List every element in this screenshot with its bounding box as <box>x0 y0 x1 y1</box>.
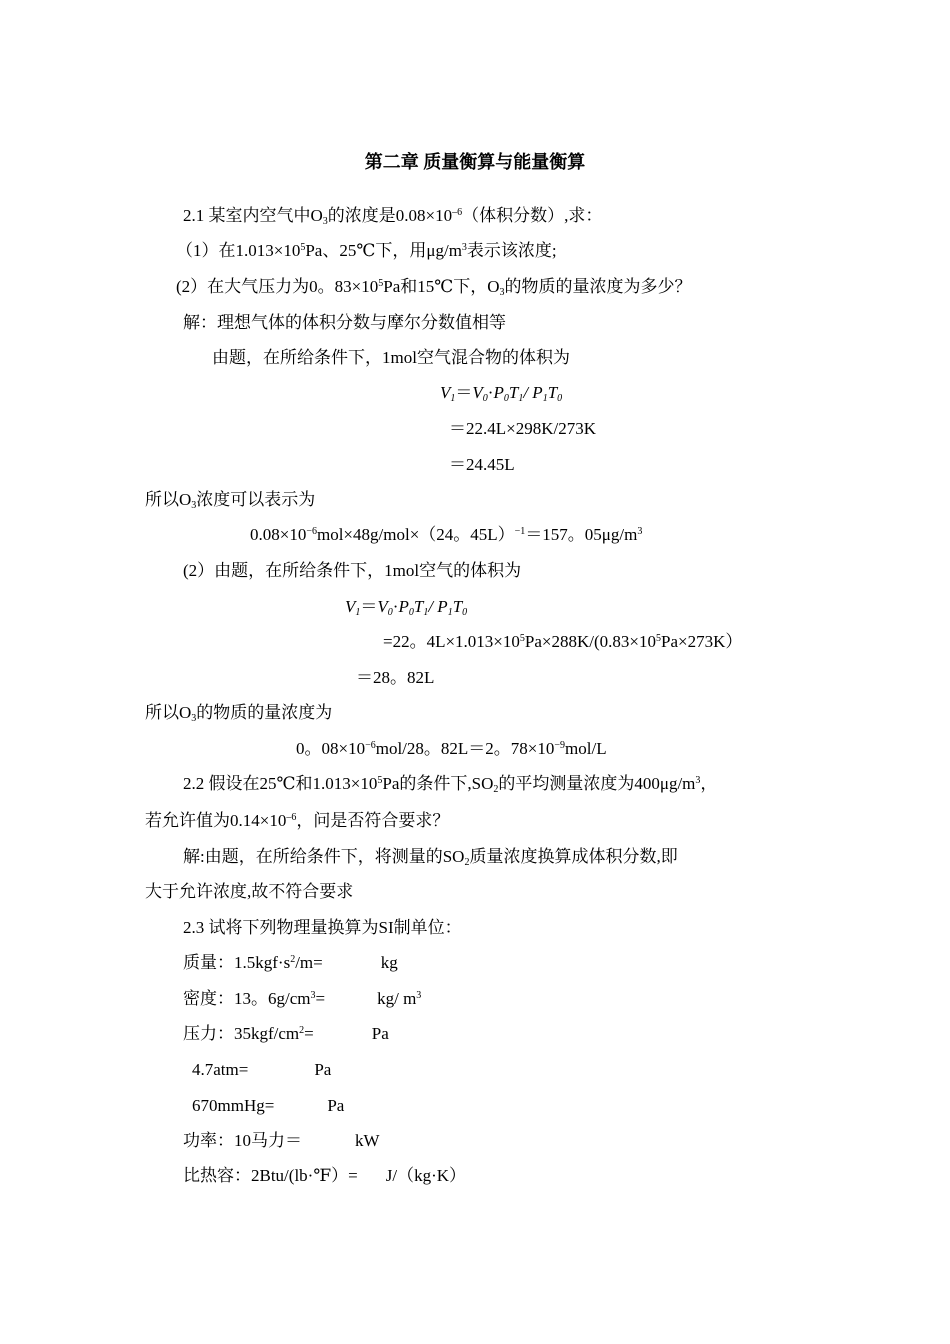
problem-2-2-solution: 解:由题，在所给条件下，将测量的$SO_2$质量浓度换算成体积分数,即 <box>183 847 678 868</box>
conversion-atm: 4.7atm= Pa <box>192 1060 332 1079</box>
molar-concentration-result: 0。$08\times 10^{-6}mol/28$。82L＝2。$78\times 10^{-9}mol/L$ <box>296 739 607 758</box>
question-1: （1）在$1.013\times 10^5Pa$、25℃下，用$\mu g/m^3$表示该浓度; <box>176 241 557 260</box>
equation-line-2: =22。$4L\times 1.013\times 10^5Pa\times 288K/(0.83\times 10^5Pa\times 273K)$ <box>383 632 743 651</box>
problem-2-2-line2: 若允许值为$0.14\times 10^{-6}$，问是否符合要求？ <box>145 811 450 830</box>
conversion-density: 密度：13。$6g/cm^3= kg/$ $m^3$ <box>183 989 422 1008</box>
problem-2-2: 2.2 假设在25℃和$1.013\times 10^5Pa$的条件下$,SO_2$的平均测量浓度为$400\mu g/m^3$， <box>183 774 718 795</box>
chapter-title: 第二章 质量衡算与能量衡算 <box>364 152 586 172</box>
equation-result-2: ＝28。82L <box>356 668 435 687</box>
conclusion-line-2: 所以$O_3$的物质的量浓度为 <box>145 703 333 724</box>
equation-line: ＝22.4L×298K/273K <box>449 419 596 438</box>
equation-volume-2: $V_1=V_0\cdot P_0T_1/$ $P_1T_0$ <box>345 597 468 618</box>
conversion-pressure: 压力：$35kgf/cm^2= Pa$ <box>183 1024 389 1043</box>
conversion-mmhg: 670mmHg= Pa <box>192 1096 345 1115</box>
conclusion-line: 所以$O_3$浓度可以表示为 <box>145 490 316 511</box>
question-2: (2）在大气压力为0。$83\times 10^5Pa$和15℃下，$O_3$的物质的量浓度为多少？ <box>176 277 692 298</box>
problem-2-1-intro: 2.1 某室内空气中$O_3$的浓度是$0.08\times 10^{-6}$（体积分数）,求： <box>183 206 603 227</box>
solution-intro: 解：理想气体的体积分数与摩尔分数值相等 <box>183 313 506 332</box>
problem-2-3-intro: 2.3 试将下列物理量换算为SI制单位： <box>183 918 462 937</box>
part-2-solution: (2）由题，在所给条件下，1mol空气的体积为 <box>183 561 522 580</box>
solution-step: 由题，在所给条件下，1mol空气混合物的体积为 <box>212 348 570 367</box>
conversion-specific-heat: 比热容：2Btu/(lb·℉）= J/（kg·K） <box>183 1166 467 1185</box>
conversion-mass: 质量：$1.5kgf\cdot s^2/m=$ kg <box>183 953 398 972</box>
equation-result: ＝24.45L <box>449 455 515 474</box>
concentration-calc: $0.08\times 10^{-6}mol\times 48g/mol\times(24$。45L）$^{-1}$＝157。$05\mu g/m^3$ <box>250 525 643 544</box>
problem-2-2-conclusion: 大于允许浓度,故不符合要求 <box>145 882 354 901</box>
equation-volume: $V_1=V_0\cdot P_0T_1/$ $P_1T_0$ <box>440 383 563 404</box>
conversion-power: 功率：10马力＝ kW <box>183 1131 380 1150</box>
